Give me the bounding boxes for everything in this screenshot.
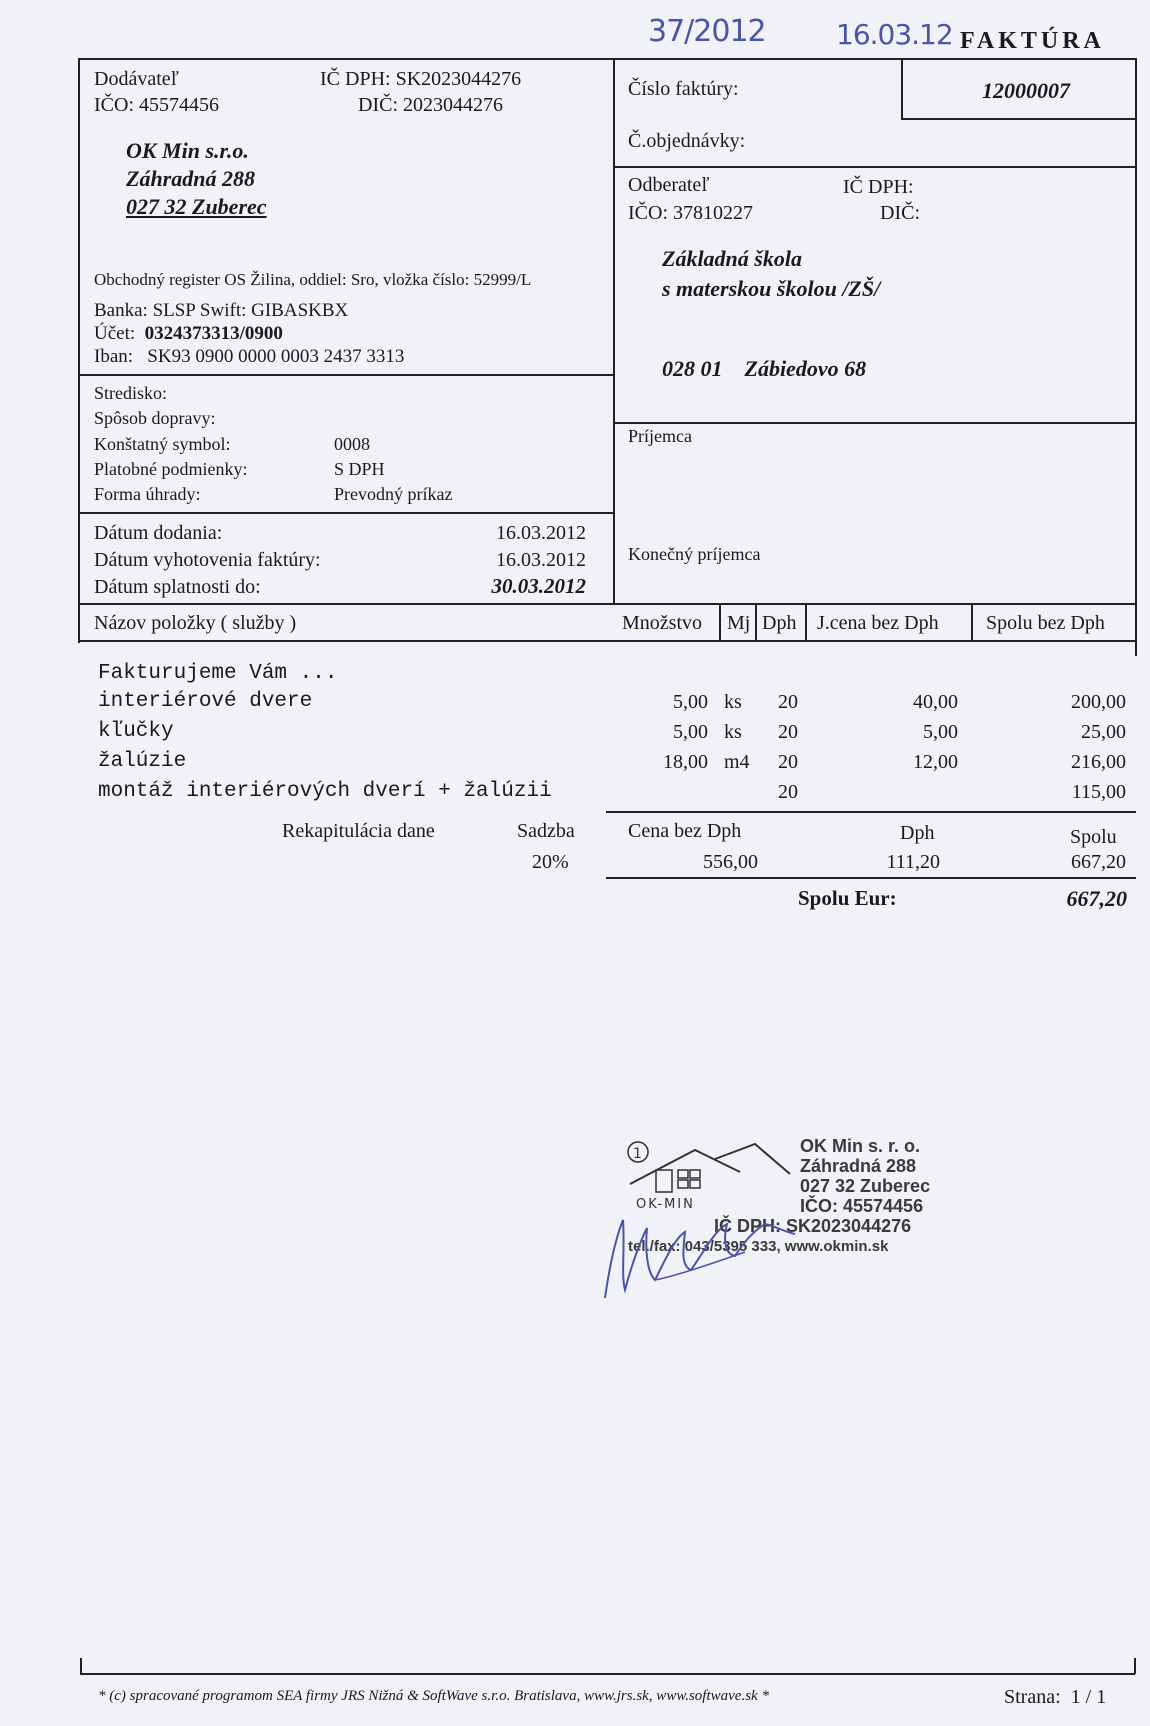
grand-total: 667,20 — [1066, 886, 1127, 911]
customer-icdph-label: IČ DPH: — [843, 176, 914, 198]
footer-line — [80, 1673, 1135, 1675]
stamp-city: 027 32 Zuberec — [800, 1176, 931, 1196]
col-header-unit: Mj — [727, 612, 751, 634]
col-header-name: Názov položky ( služby ) — [94, 612, 297, 634]
supplier-iban-label: Iban: — [94, 346, 134, 367]
supplier-ico-value: 45574456 — [139, 94, 219, 116]
supplier-label: Dodávateľ — [94, 68, 179, 90]
customer-ico-value: 37810227 — [673, 202, 753, 224]
datum-splatnosti-label: Dátum splatnosti do: — [94, 576, 261, 598]
frame-invoice-number-left — [901, 58, 903, 118]
order-number-label: Č.objednávky: — [628, 130, 746, 152]
supplier-ico — [94, 94, 219, 117]
intro-line: Fakturujeme Vám ... — [98, 662, 338, 685]
invoice-number: 12000007 — [982, 78, 1070, 103]
stamp-logo-text: OK-MIN — [636, 1197, 695, 1212]
customer-dic-label: DIČ: — [880, 202, 920, 224]
frame-top — [78, 58, 1136, 60]
supplier-dic-value: 2023044276 — [403, 94, 503, 116]
frame-columns-bottom — [78, 640, 1136, 642]
item-qty: 5,00 — [673, 721, 708, 743]
datum-vyhotovenia-value: 16.03.2012 — [496, 549, 586, 571]
item-vat: 20 — [778, 721, 798, 743]
item-name: interiérové dvere — [98, 690, 313, 713]
supplier-icdph — [320, 68, 521, 91]
datum-splatnosti-value: 30.03.2012 — [491, 574, 586, 598]
signature-icon — [595, 1180, 835, 1310]
frame-customer-top — [613, 166, 1136, 168]
recap-base: 556,00 — [703, 851, 758, 873]
recap-top-line — [606, 811, 1136, 813]
recap-vat: 111,20 — [886, 851, 940, 873]
item-qty: 18,00 — [663, 751, 708, 773]
item-total: 115,00 — [1071, 781, 1126, 803]
table-row — [0, 750, 1150, 778]
supplier-account-label: Účet: — [94, 323, 136, 344]
item-qty: 5,00 — [673, 691, 708, 713]
customer-address: 028 01 Zábiedovo 68 — [662, 356, 867, 381]
frame-details-top — [78, 374, 614, 376]
frame-recipient-top — [613, 422, 1136, 424]
supplier-ico-label: IČO: — [94, 94, 134, 116]
item-vat: 20 — [778, 781, 798, 803]
item-unit: m4 — [724, 751, 750, 773]
recap-rate-label: Sadzba — [517, 820, 575, 842]
col-header-total: Spolu bez Dph — [986, 612, 1105, 634]
final-recipient-label: Konečný príjemca — [628, 544, 761, 564]
col-header-vat: Dph — [762, 612, 797, 634]
stamp-contact: tel./fax: 043/5395 333, www.okmin.sk — [628, 1238, 889, 1255]
page-label: Strana: — [1004, 1686, 1061, 1708]
supplier-name: OK Min s.r.o. — [126, 138, 249, 163]
document-title: FAKTÚRA — [960, 28, 1105, 54]
frame-middle — [613, 58, 615, 605]
doprava-label: Spôsob dopravy: — [94, 408, 216, 428]
item-unit: ks — [724, 721, 742, 743]
handwritten-doc-number: 37/2012 — [648, 14, 766, 49]
item-vat: 20 — [778, 751, 798, 773]
customer-ico — [628, 202, 753, 225]
handwritten-date: 16.03.12 — [836, 18, 953, 51]
recap-vat-label: Dph — [900, 822, 935, 844]
supplier-iban-value: SK93 0900 0000 0003 2437 3313 — [147, 346, 405, 367]
customer-label: Odberateľ — [628, 174, 710, 196]
item-total: 25,00 — [1081, 721, 1126, 743]
supplier-register: Obchodný register OS Žilina, oddiel: Sro, vložka číslo: 52999/L — [94, 270, 532, 289]
supplier-dic — [358, 94, 503, 117]
frame-columns-top — [78, 603, 1136, 605]
item-unit-price: 12,00 — [913, 751, 958, 773]
konstantny-symbol-value: 0008 — [334, 434, 370, 454]
supplier-iban — [94, 346, 404, 368]
platobne-podmienky-label: Platobné podmienky: — [94, 459, 248, 479]
table-row — [0, 720, 1150, 748]
recap-label: Rekapitulácia dane — [282, 820, 435, 842]
frame-right — [1135, 58, 1137, 643]
invoice-number-label: Číslo faktúry: — [628, 78, 739, 100]
customer-ico-label: IČO: — [628, 202, 668, 224]
recap-total: 667,20 — [1071, 851, 1126, 873]
stamp-icdph: IČ DPH: SK2023044276 — [714, 1216, 912, 1236]
supplier-account-value: 0324373313/0900 — [144, 323, 283, 344]
stamp-ico: IČO: 45574456 — [800, 1196, 924, 1216]
footer-credit: * (c) spracované programom SEA firmy JRS Nižná & SoftWave s.r.o. Bratislava, www.jrs.sk, www.softwave.sk * — [98, 1688, 769, 1704]
item-unit-price: 5,00 — [923, 721, 958, 743]
supplier-dic-label: DIČ: — [358, 94, 398, 116]
platobne-podmienky-value: S DPH — [334, 459, 385, 479]
konstantny-symbol-label: Konštatný symbol: — [94, 434, 231, 454]
supplier-city: 027 32 Zuberec — [126, 194, 267, 219]
col-sep-1 — [719, 603, 721, 640]
supplier-street: Záhradná 288 — [126, 166, 255, 191]
forma-uhrady-label: Forma úhrady: — [94, 484, 201, 504]
item-vat: 20 — [778, 691, 798, 713]
supplier-bank: Banka: SLSP Swift: GIBASKBX — [94, 300, 349, 321]
item-unit-price: 40,00 — [913, 691, 958, 713]
col-header-qty: Množstvo — [622, 612, 702, 634]
table-row — [0, 690, 1150, 718]
datum-dodania-value: 16.03.2012 — [496, 522, 586, 544]
frame-dates-top — [78, 512, 614, 514]
supplier-account — [94, 323, 283, 345]
col-sep-4 — [971, 603, 973, 640]
page-number: 1 / 1 — [1070, 1686, 1107, 1708]
item-name: montáž interiérových dverí + žalúzii — [98, 780, 552, 803]
frame-invoice-number-bottom — [901, 118, 1136, 120]
recap-bottom-line — [606, 877, 1136, 879]
col-sep-2 — [755, 603, 757, 640]
footer-right-tick — [1134, 1658, 1136, 1674]
customer-name-line1: Základná škola — [662, 246, 802, 271]
grand-total-label: Spolu Eur: — [798, 886, 897, 910]
recap-base-label: Cena bez Dph — [628, 820, 742, 842]
item-name: žalúzie — [98, 750, 187, 773]
footer-left-tick — [80, 1658, 82, 1674]
col-sep-3 — [805, 603, 807, 640]
recap-rate: 20% — [532, 851, 569, 873]
stredisko-label: Stredisko: — [94, 383, 168, 403]
item-total: 216,00 — [1071, 751, 1126, 773]
supplier-icdph-label: IČ DPH: — [320, 68, 391, 90]
frame-left — [78, 58, 80, 643]
stamp-circle-number: 1 — [633, 1146, 642, 1162]
page-indicator — [1004, 1686, 1106, 1709]
datum-vyhotovenia-label: Dátum vyhotovenia faktúry: — [94, 549, 321, 571]
datum-dodania-label: Dátum dodania: — [94, 522, 223, 544]
customer-name-line2: s materskou školou /ZŠ/ — [662, 276, 881, 301]
item-name: kľučky — [98, 720, 174, 743]
item-total: 200,00 — [1071, 691, 1126, 713]
frame-right-stub — [1135, 640, 1137, 656]
item-unit: ks — [724, 691, 742, 713]
recap-total-label: Spolu — [1070, 826, 1117, 848]
table-row — [0, 780, 1150, 808]
stamp-name: OK Min s. r. o. — [800, 1136, 921, 1156]
recipient-label: Príjemca — [628, 426, 692, 446]
col-header-unit-price: J.cena bez Dph — [817, 612, 939, 634]
stamp-street: Záhradná 288 — [800, 1156, 917, 1176]
supplier-icdph-value: SK2023044276 — [395, 68, 522, 90]
forma-uhrady-value: Prevodný príkaz — [334, 484, 453, 504]
